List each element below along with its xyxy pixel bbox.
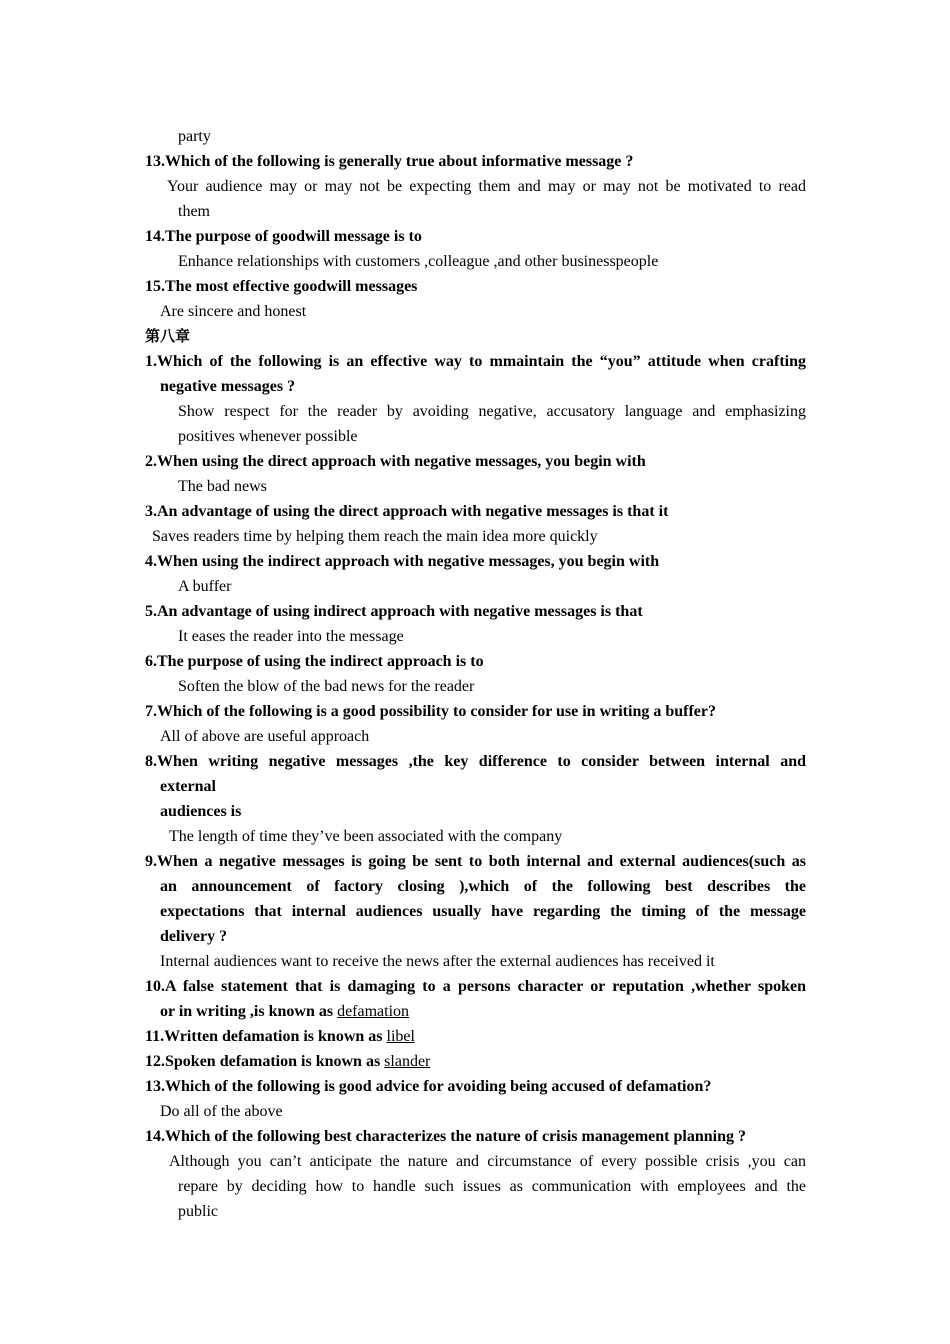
ch8-answer-14-cont2: public	[178, 1203, 218, 1220]
ch8-question-5: 5.An advantage of using indirect approach with negative messages is that	[145, 603, 643, 620]
answer-line: party	[178, 128, 211, 145]
ch8-question-12-text: 12.Spoken defamation is known as	[145, 1053, 385, 1070]
ch8-answer-5: It eases the reader into the message	[178, 628, 404, 645]
answer-13: Your audience may or may not be expecting them and may or may not be motivated to read	[167, 178, 806, 195]
ch8-answer-8: The length of time they’ve been associated with the company	[169, 828, 563, 845]
ch8-question-11-text: 11.Written defamation is known as	[145, 1028, 387, 1045]
ch8-question-9-cont3: delivery ?	[160, 928, 228, 945]
ch8-answer-13: Do all of the above	[160, 1103, 283, 1120]
ch8-question-10-cont	[160, 999, 806, 1024]
ch8-question-12	[145, 1049, 806, 1074]
ch8-question-8-cont2: audiences is	[160, 803, 242, 820]
answer-15: Are sincere and honest	[160, 303, 307, 320]
ch8-question-2: 2.When using the direct approach with negative messages, you begin with	[145, 453, 646, 470]
ch8-answer-7: All of above are useful approach	[160, 728, 370, 745]
ch8-answer-11: libel	[386, 1028, 415, 1045]
ch8-answer-1: Show respect for the reader by avoiding negative, accusatory language and emphasizing	[178, 403, 806, 420]
ch8-question-1-cont: negative messages ?	[160, 378, 296, 395]
ch8-question-11	[145, 1024, 806, 1049]
ch8-question-9: 9.When a negative messages is going be sent to both internal and external audiences(such as	[145, 853, 806, 870]
ch8-answer-1-cont: positives whenever possible	[178, 428, 358, 445]
ch8-answer-9: Internal audiences want to receive the news after the external audiences has received it	[160, 953, 715, 970]
ch8-question-10-text: or in writing ,is known as	[160, 1003, 338, 1020]
ch8-question-6: 6.The purpose of using the indirect approach is to	[145, 653, 484, 670]
ch8-question-1: 1.Which of the following is an effective way to mmaintain the “you” attitude when crafting	[145, 353, 806, 370]
ch8-answer-4: A buffer	[178, 578, 232, 595]
ch8-answer-14-cont: repare by deciding how to handle such issues as communication with employees and the	[178, 1178, 806, 1195]
ch8-answer-14: Although you can’t anticipate the nature and circumstance of every possible crisis ,you can	[169, 1153, 806, 1170]
ch8-answer-10: defamation	[337, 1003, 410, 1020]
ch8-question-10: 10.A false statement that is damaging to a persons character or reputation ,whether spoken	[145, 978, 806, 995]
chapter-heading: 第八章	[145, 327, 191, 345]
question-15: 15.The most effective goodwill messages	[145, 278, 418, 295]
ch8-question-13: 13.Which of the following is good advice for avoiding being accused of defamation?	[145, 1078, 712, 1095]
answer-14: Enhance relationships with customers ,colleague ,and other businesspeople	[178, 253, 659, 270]
ch8-question-7: 7.Which of the following is a good possibility to consider for use in writing a buffer?	[145, 703, 716, 720]
ch8-question-9-cont: an announcement of factory closing ),which of the following best describes the	[160, 878, 806, 895]
ch8-question-8: 8.When writing negative messages ,the key difference to consider between internal and	[145, 753, 806, 770]
ch8-question-14: 14.Which of the following best characterizes the nature of crisis management planning ?	[145, 1128, 746, 1145]
ch8-question-9-cont2: expectations that internal audiences usually have regarding the timing of the message	[160, 903, 806, 920]
ch8-answer-6: Soften the blow of the bad news for the reader	[178, 678, 475, 695]
question-14: 14.The purpose of goodwill message is to	[145, 228, 422, 245]
ch8-answer-2: The bad news	[178, 478, 267, 495]
ch8-question-4: 4.When using the indirect approach with negative messages, you begin with	[145, 553, 660, 570]
ch8-answer-3: Saves readers time by helping them reach the main idea more quickly	[152, 528, 598, 545]
ch8-question-8-cont: external	[160, 778, 216, 795]
answer-13-cont: them	[178, 203, 210, 220]
ch8-question-3: 3.An advantage of using the direct approach with negative messages is that it	[145, 503, 669, 520]
ch8-answer-12: slander	[384, 1053, 431, 1070]
question-13: 13.Which of the following is generally true about informative message ?	[145, 153, 634, 170]
